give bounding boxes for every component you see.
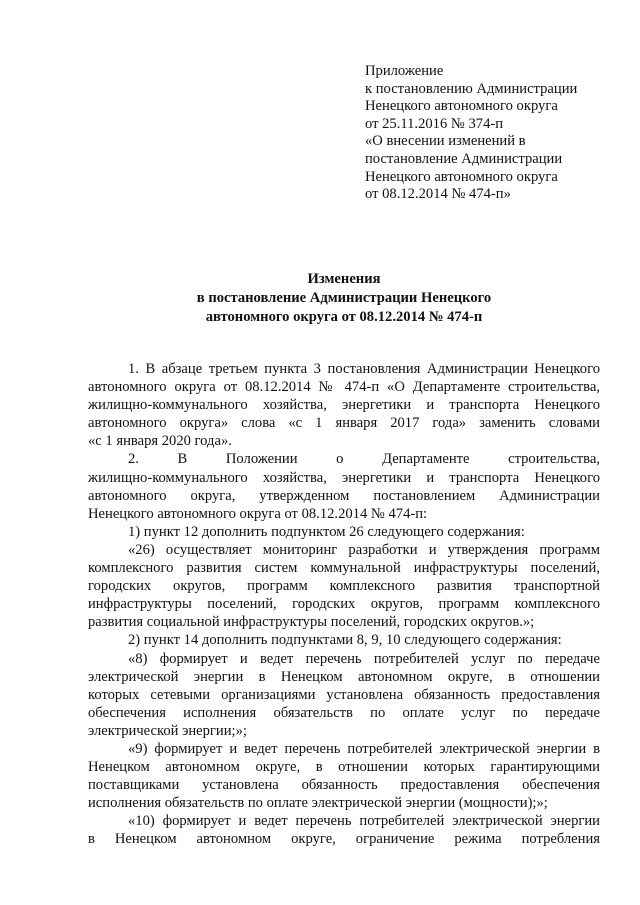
body-line: Ненецком автономном округе, в отношении которых гарантирующими (88, 759, 600, 776)
body-line: 2) пункт 14 дополнить подпунктами 8, 9, 10 следующего содержания: (128, 632, 562, 649)
body-line: автономного округа» слова «с 1 января 2017 года» заменить словами (88, 415, 600, 432)
body-line: 1. В абзаце третьем пункта 3 постановления Администрации Ненецкого (128, 361, 600, 377)
body-line: развития социальной инфраструктуры поселений, городских округов.»; (88, 614, 535, 631)
body-line: «10) формирует и ведет перечень потребителей электрической энергии (128, 813, 600, 830)
body-line: автономного округа от 08.12.2014 № 474-п «О Департаменте строительства, (88, 379, 600, 396)
body-line: «9) формирует и ведет перечень потребителей электрической энергии в (128, 740, 600, 757)
body-line: поставщиками установлена обязанность предоставления обеспечения (88, 777, 600, 794)
title-line: в постановление Администрации Ненецкого (196, 290, 492, 306)
appendix-line: постановление Администрации (365, 150, 563, 167)
body-line: электрической энергии;»; (88, 722, 247, 739)
body-line: инфраструктуры поселений, городских округов, программ комплексного (88, 596, 600, 613)
body-line: которых сетевыми организациями установлена обязанность предоставления (88, 686, 600, 703)
body-line: в Ненецком автономном округе, ограничение режима потребления (88, 831, 600, 848)
document-body (88, 360, 600, 849)
title-line: автономного округа от 08.12.2014 № 474-п (205, 309, 483, 325)
appendix-line: Ненецкого автономного округа (365, 168, 558, 185)
document-title (88, 270, 600, 327)
body-line: жилищно-коммунального хозяйства, энергетики и транспорта Ненецкого (88, 469, 600, 486)
body-line: обеспечения исполнения обязательств по оплате услуг по передаче (88, 704, 600, 721)
body-line: исполнения обязательств по оплате электрической энергии (мощности);»; (88, 795, 548, 812)
body-line: автономного округа, утвержденном постановлением Администрации (88, 487, 600, 504)
appendix-line: от 25.11.2016 № 374-п (365, 115, 504, 132)
appendix-line: Ненецкого автономного округа (365, 98, 558, 115)
appendix-line: «О внесении изменений в (365, 133, 526, 150)
body-line: городских округов, программ комплексного развития транспортной (88, 578, 600, 595)
appendix-line: Приложение (365, 63, 444, 79)
body-line: жилищно-коммунального хозяйства, энергетики и транспорта Ненецкого (88, 397, 600, 414)
body-line: комплексного развития систем коммунальной инфраструктуры поселений, (88, 560, 600, 577)
body-line: электрической энергии в Ненецком автономном округе, в отношении (88, 668, 600, 685)
title-line: Изменения (307, 271, 381, 287)
body-line: «с 1 января 2020 года». (88, 433, 232, 450)
body-line: Ненецкого автономного округа от 08.12.2014 № 474-п: (88, 505, 428, 522)
body-line: 1) пункт 12 дополнить подпунктом 26 следующего содержания: (128, 523, 525, 540)
appendix-line: к постановлению Администрации (365, 80, 578, 97)
appendix-line: от 08.12.2014 № 474-п» (365, 186, 511, 203)
body-line: 2. В Положении о Департаменте строительства, (128, 451, 600, 468)
body-line: «26) осуществляет мониторинг разработки и утверждения программ (128, 541, 600, 558)
appendix-header (365, 63, 625, 204)
body-line: «8) формирует и ведет перечень потребителей услуг по передаче (128, 650, 600, 667)
